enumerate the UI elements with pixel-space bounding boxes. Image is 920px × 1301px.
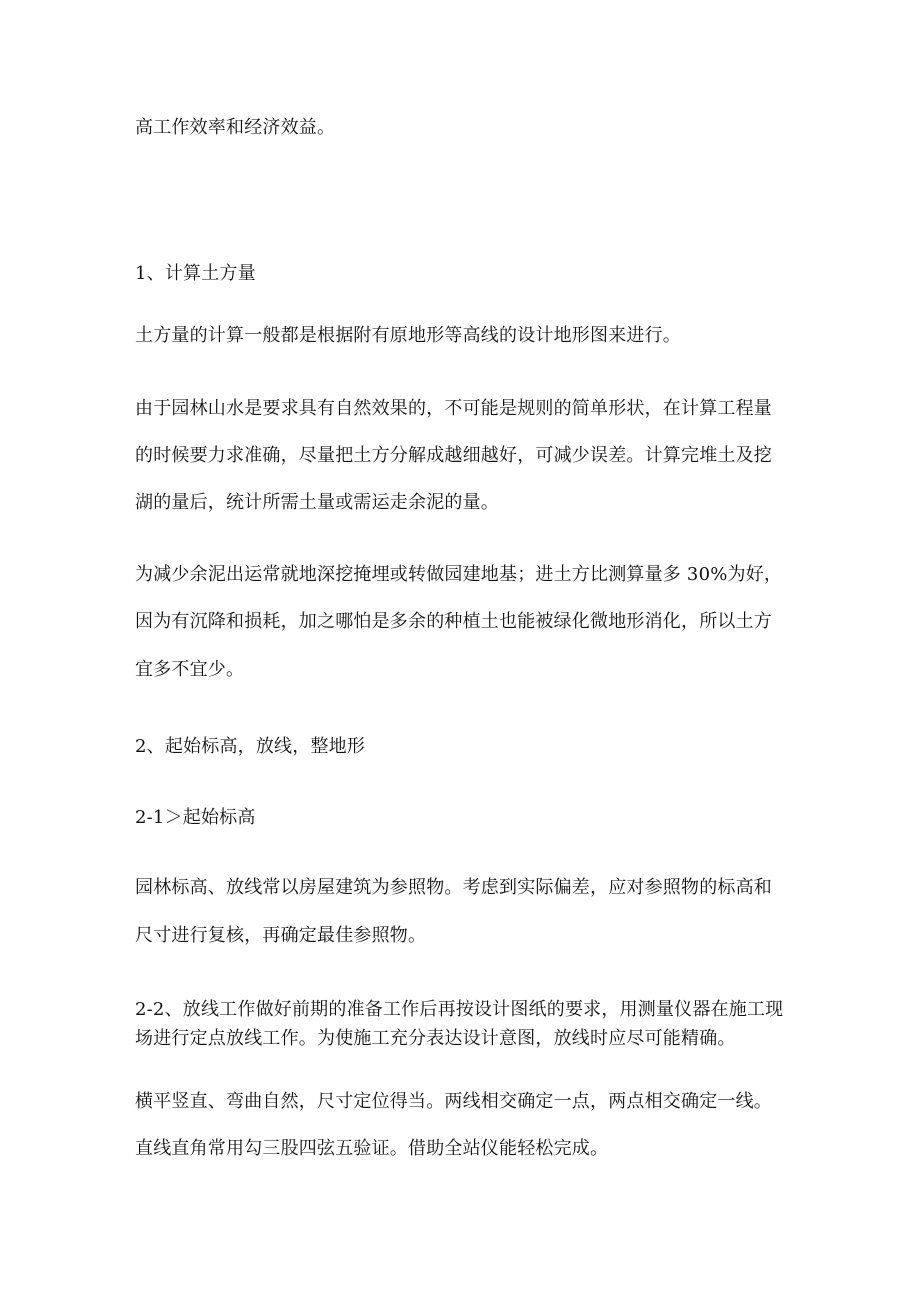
paragraph-line: 尺寸进行复核，再确定最佳参照物。 — [135, 925, 427, 946]
paragraph-line: 园林标高、放线常以房屋建筑为参照物。考虑到实际偏差，应对参照物的标高和 — [135, 877, 772, 898]
section-heading-2: 2、起始标高，放线，整地形 — [135, 736, 366, 757]
subsection-heading-2-1: 2-1＞起始标高 — [135, 807, 256, 828]
paragraph-line: 的时候要力求准确，尽量把土方分解成越细越好，可减少误差。计算完堆土及挖 — [135, 445, 772, 466]
paragraph-line: 横平竖直、弯曲自然，尺寸定位得当。两线相交确定一点，两点相交确定一线。 — [135, 1091, 772, 1112]
paragraph-line: 宜多不宜少。 — [135, 659, 245, 680]
paragraph-line: 直线直角常用勾三股四弦五验证。借助全站仪能轻松完成。 — [135, 1138, 609, 1159]
paragraph-line: 湖的量后，统计所需土量或需运走余泥的量。 — [135, 492, 499, 513]
paragraph-line: 场进行定点放线工作。为使施工充分表达设计意图，放线时应尽可能精确。 — [135, 1028, 736, 1049]
section-heading-1: 1、计算土方量 — [135, 263, 256, 284]
paragraph-earthwork-calc: 土方量的计算一般都是根据附有原地形等高线的设计地形图来进行。 — [135, 325, 681, 346]
paragraph-line: 因为有沉降和损耗，加之哪怕是多余的种植土也能被绿化微地形消化，所以土方 — [135, 611, 772, 632]
paragraph-line: 2-2、放线工作做好前期的准备工作后再按设计图纸的要求，用测量仪器在施工现 — [135, 999, 784, 1020]
paragraph-intro-tail: 高工作效率和经济效益。 — [135, 117, 336, 138]
paragraph-line: 由于园林山水是要求具有自然效果的，不可能是规则的简单形状，在计算工程量 — [135, 398, 772, 419]
paragraph-line: 为减少余泥出运常就地深挖掩埋或转做园建地基；进土方比测算量多 30%为好， — [135, 564, 783, 585]
